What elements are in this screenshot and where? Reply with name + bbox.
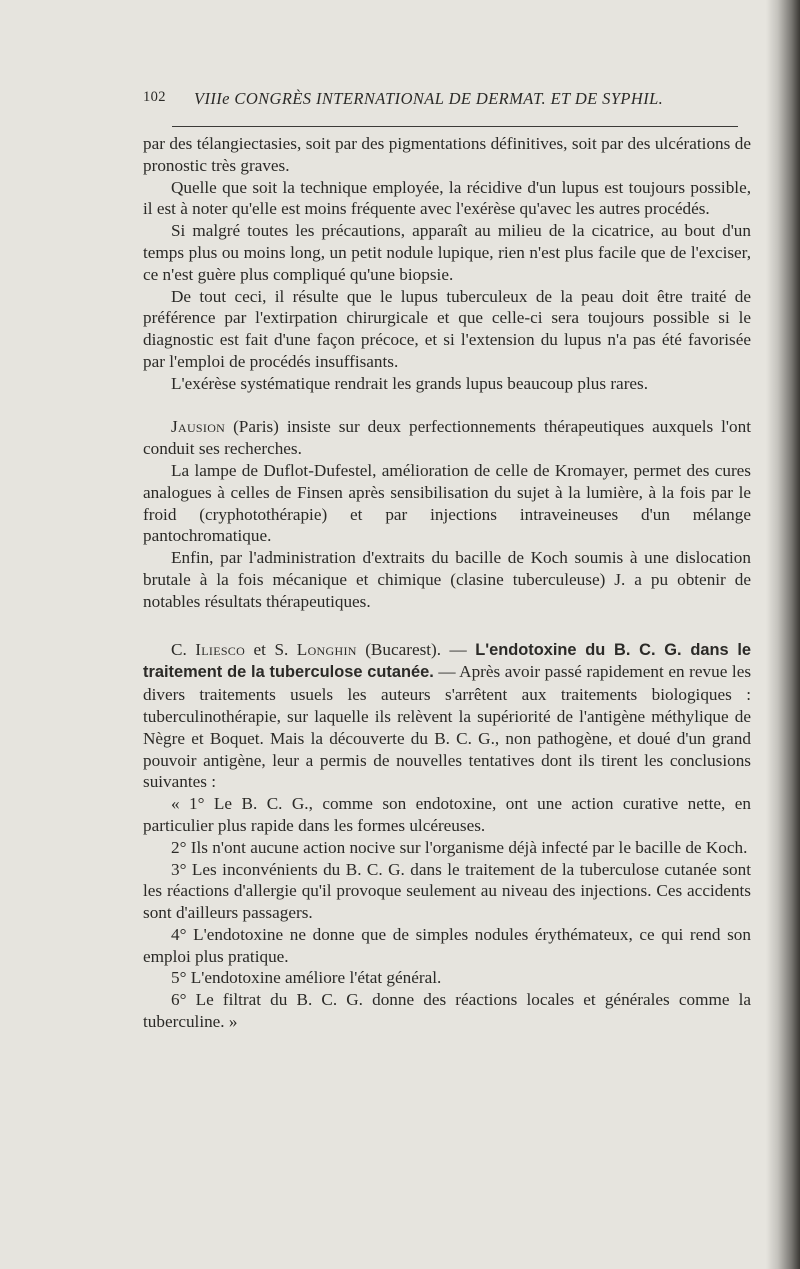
page-number: 102 — [143, 89, 166, 105]
paragraph-jausion — [143, 416, 751, 460]
author-city: (Bucarest). — — [356, 639, 476, 659]
paragraph-iliesco — [143, 639, 751, 794]
iliesco-text: — Après avoir passé rapidement en revue les divers traitements usuels les auteurs s'arrêtent aux traitements biologiques : tuberculinothérapie, sur laquelle ils relèvent la supériorité de l'antigène méthylique de Nègre et Boquet. Mais la découverte du B. C. G., non pathogène, et doué d'un grand pouvoir antigène, leur a permis de nouvelles tentatives dont ils tirent les conclusions suivantes : — [143, 662, 752, 792]
conjunction: et S. — [245, 639, 297, 659]
paragraph-enfin: Enfin, par l'administration d'extraits du bacille de Koch soumis à une dislocation brutale à la fois mécanique et chimique (clasine tuberculeuse) J. a pu obtenir de notables résultats thérapeutiques. — [143, 548, 751, 611]
conclusion-1: « 1° Le B. C. G., comme son endotoxine, ont une action curative nette, en particulier plus rapide dans les formes ulcéreuses. — [143, 794, 751, 835]
conclusion-3: 3° Les inconvénients du B. C. G. dans le traitement de la tuberculose cutanée sont les réactions d'allergie qu'il provoque seulement au niveau des injections. Ces accidents sont d'ailleurs passagers. — [143, 859, 751, 923]
paragraph-lampe: La lampe de Duflot-Dufestel, amélioration de celle de Kromayer, permet des cures analogues à celles de Finsen après sensibilisation du sujet à la lumière, à la fois par le froid (cryphotothérapie) et par injections intraveineuses d'un mélange pantochromatique. — [143, 460, 751, 546]
running-header — [143, 89, 743, 113]
body-text — [143, 133, 751, 1033]
initial-c: C. — [171, 639, 196, 659]
author-jausion: Jausion — [171, 417, 226, 437]
paragraph-exerese: L'exérèse systématique rendrait les grands lupus beaucoup plus rares. — [171, 373, 649, 393]
paragraph-conclusion: De tout ceci, il résulte que le lupus tuberculeux de la peau doit être traité de préférence par l'extirpation chirurgicale et que celle-ci sera toujours possible si le diagnostic est fait d'une façon précoce, et si l'extension du lupus n'a pas été favorisée par l'emploi de procédés insuffisants. — [143, 286, 751, 371]
jausion-text: (Paris) insiste sur deux perfectionnements thérapeutiques auxquels l'ont conduit ses recherches. — [143, 417, 751, 459]
conclusion-5: 5° L'endotoxine améliore l'état général. — [171, 968, 442, 988]
conclusion-2: 2° Ils n'ont aucune action nocive sur l'organisme déjà infecté par le bacille de Koch. — [171, 837, 748, 857]
running-title: VIIIe CONGRÈS INTERNATIONAL DE DERMAT. ET DE SYPHIL. — [194, 89, 664, 108]
page-gutter-shadow — [766, 0, 800, 1269]
author-iliesco: Iliesco — [195, 639, 246, 659]
section-gap — [143, 613, 751, 639]
paragraph-precautions: Si malgré toutes les précautions, apparaît au milieu de la cicatrice, au bout d'un temps plus ou moins long, un petit nodule lupique, rien n'est plus facile que de l'exciser, ce n'est guère plus compliqué qu'une biopsie. — [143, 221, 751, 284]
article-title: L'endotoxine du B. C. G. dans le traitement de la tuberculose cutanée. — [143, 640, 751, 682]
conclusion-4: 4° L'endotoxine ne donne que de simples nodules érythémateux, ce qui rend son emploi plus pratique. — [143, 924, 751, 966]
section-gap — [143, 395, 751, 417]
paragraph-continuation: par des télangiectasies, soit par des pigmentations définitives, soit par des ulcérations de pronostic très graves. — [143, 134, 751, 175]
paragraph-recidive: Quelle que soit la technique employée, la récidive d'un lupus est toujours possible, il est à noter qu'elle est moins fréquente avec l'exérèse qu'avec les autres procédés. — [143, 177, 751, 219]
header-rule — [172, 126, 738, 127]
author-longhin: Longhin — [296, 639, 357, 659]
conclusion-6: 6° Le filtrat du B. C. G. donne des réactions locales et générales comme la tuberculine. » — [143, 990, 751, 1032]
